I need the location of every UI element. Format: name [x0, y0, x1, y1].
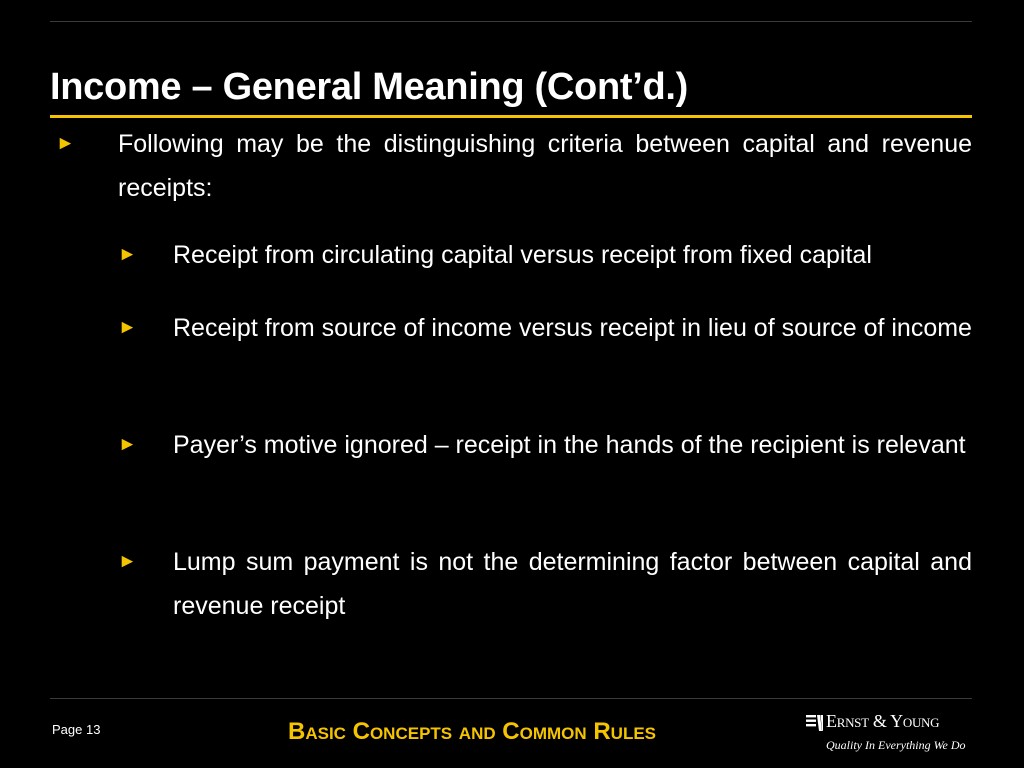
sub-bullet-text: Receipt from source of income versus receipt in lieu of source of income [173, 314, 972, 342]
footer-divider [50, 698, 972, 699]
sub-bullet [118, 540, 972, 628]
bullet-arrow-icon: ► [118, 244, 137, 265]
page-number: Page 13 [52, 722, 101, 737]
main-bullet-text: Following may be the distinguishing criteria between capital and revenue receipts: [118, 130, 972, 202]
bullet-arrow-icon: ► [118, 434, 137, 455]
logo-tagline: Quality In Everything We Do [826, 738, 966, 752]
slide-title: Income – General Meaning (Cont’d.) [50, 66, 688, 108]
deck-title: Basic Concepts and Common Rules [288, 718, 657, 745]
sub-bullet-text: Lump sum payment is not the determining factor between capital and revenue receipt [173, 548, 972, 620]
company-logo [806, 710, 972, 756]
top-divider [50, 21, 972, 22]
main-bullet [56, 122, 972, 210]
title-underline [50, 115, 972, 118]
ey-mark-icon [806, 715, 823, 731]
sub-bullet [118, 423, 972, 467]
bullet-arrow-icon: ► [118, 551, 137, 572]
sub-bullet-text: Receipt from circulating capital versus receipt from fixed capital [173, 241, 872, 269]
logo-name: Ernst & Young [826, 711, 940, 731]
sub-bullet [118, 233, 972, 277]
bullet-arrow-icon: ► [118, 317, 137, 338]
sub-bullet-text: Payer’s motive ignored – receipt in the hands of the recipient is relevant [173, 431, 966, 459]
sub-bullet [118, 306, 972, 350]
bullet-arrow-icon: ► [56, 133, 75, 154]
